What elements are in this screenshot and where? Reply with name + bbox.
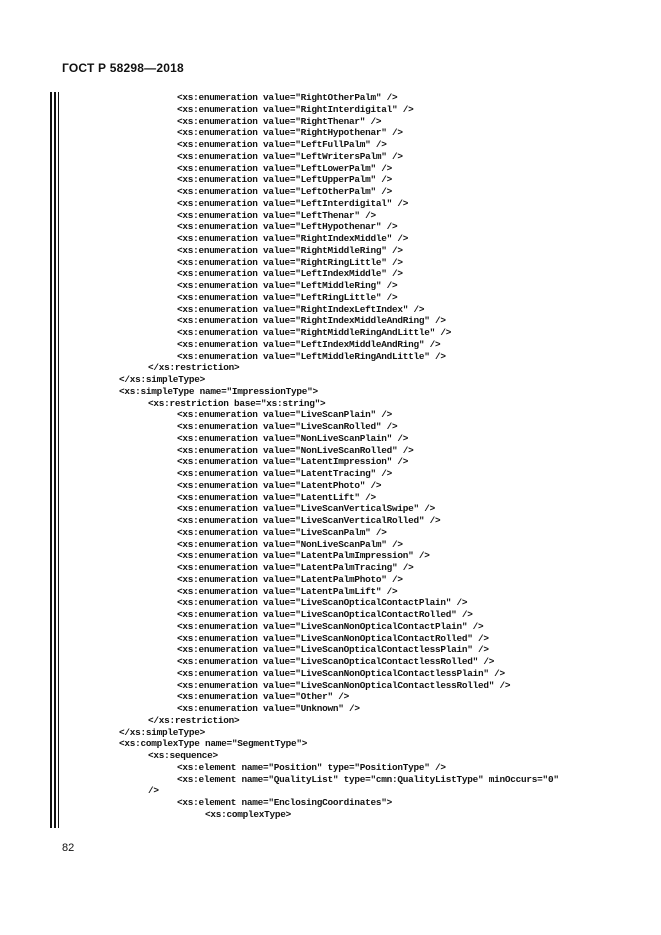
code-line: <xs:enumeration value="LiveScanNonOpticalContactlessPlain" /> bbox=[177, 667, 505, 679]
code-line: <xs:enumeration value="LiveScanVerticalRolled" /> bbox=[177, 515, 441, 526]
code-line: <xs:enumeration value="Unknown" /> bbox=[177, 703, 360, 714]
code-line: <xs:enumeration value="LatentTracing" /> bbox=[177, 468, 393, 479]
code-line: <xs:enumeration value="LeftMiddleRingAndLittle" /> bbox=[177, 350, 446, 362]
code-line: <xs:enumeration value="LiveScanOpticalContactPlain" /> bbox=[177, 597, 468, 609]
code-line: <xs:enumeration value="LiveScanOpticalContactRolled" /> bbox=[177, 609, 473, 620]
code-line: <xs:enumeration value="RightIndexMiddleAndRing" /> bbox=[177, 315, 446, 327]
code-line: <xs:enumeration value="LeftIndexMiddle" /> bbox=[177, 268, 403, 280]
code-line: </xs:restriction> bbox=[148, 714, 240, 726]
code-line: <xs:sequence> bbox=[148, 750, 218, 761]
code-line: <xs:element name="QualityList" type="cmn:QualityListType" minOccurs="0" bbox=[177, 773, 559, 785]
margin-bar bbox=[50, 92, 52, 828]
code-line: <xs:enumeration value="NonLiveScanRolled" /> bbox=[177, 444, 414, 456]
code-line: <xs:enumeration value="LatentImpression" /> bbox=[177, 456, 409, 468]
code-line: <xs:enumeration value="LeftHypothenar" /> bbox=[177, 221, 398, 233]
margin-bar bbox=[54, 92, 56, 828]
code-line: <xs:enumeration value="LiveScanPlain" /> bbox=[177, 409, 393, 421]
code-line: <xs:enumeration value="RightRingLittle" /> bbox=[177, 256, 403, 268]
code-line: <xs:enumeration value="LatentPalmLift" /> bbox=[177, 585, 398, 597]
code-line: <xs:enumeration value="LiveScanRolled" /> bbox=[177, 421, 398, 432]
code-line: </xs:simpleType> bbox=[119, 374, 206, 385]
code-line: </xs:simpleType> bbox=[119, 726, 206, 738]
page-number: 82 bbox=[62, 842, 75, 854]
code-line: <xs:enumeration value="LeftIndexMiddleAndRing" /> bbox=[177, 338, 441, 350]
code-line: <xs:enumeration value="RightInterdigital" /> bbox=[177, 103, 414, 115]
code-line: <xs:enumeration value="LeftWritersPalm" /> bbox=[177, 150, 403, 162]
code-line: <xs:enumeration value="LiveScanVerticalSwipe" /> bbox=[177, 503, 436, 515]
code-line: <xs:enumeration value="LeftLowerPalm" /> bbox=[177, 162, 393, 174]
code-line: <xs:enumeration value="LeftThenar" /> bbox=[177, 209, 376, 221]
code-line: <xs:enumeration value="LeftOtherPalm" /> bbox=[177, 186, 393, 197]
code-line: <xs:restriction base="xs:string"> bbox=[148, 397, 326, 409]
code-line: <xs:enumeration value="RightIndexMiddle" /> bbox=[177, 233, 409, 244]
code-line: <xs:enumeration value="RightMiddleRing" /> bbox=[177, 244, 403, 256]
code-line: <xs:enumeration value="LeftUpperPalm" /> bbox=[177, 174, 393, 186]
code-line: <xs:enumeration value="NonLiveScanPalm" /> bbox=[177, 538, 403, 550]
code-line: </xs:restriction> bbox=[148, 362, 240, 374]
document-header: ГОСТ Р 58298—2018 bbox=[62, 61, 184, 75]
code-line: <xs:enumeration value="RightMiddleRingAndLittle" /> bbox=[177, 327, 452, 338]
code-line: <xs:element name="EnclosingCoordinates"> bbox=[177, 797, 393, 808]
code-line: <xs:enumeration value="LiveScanPalm" /> bbox=[177, 526, 387, 538]
code-line: <xs:enumeration value="LatentLift" /> bbox=[177, 491, 376, 503]
code-line: <xs:enumeration value="LeftRingLittle" /> bbox=[177, 291, 398, 303]
code-line: <xs:enumeration value="RightThenar" /> bbox=[177, 115, 382, 127]
code-line: <xs:enumeration value="LiveScanOpticalContactlessRolled" /> bbox=[177, 656, 495, 667]
margin-bar bbox=[58, 92, 59, 828]
code-line: <xs:enumeration value="LeftInterdigital" /> bbox=[177, 197, 409, 209]
code-line: <xs:enumeration value="LatentPalmPhoto" /> bbox=[177, 573, 403, 585]
code-line: <xs:enumeration value="LatentPalmImpression" /> bbox=[177, 550, 430, 562]
code-line: <xs:enumeration value="LiveScanOpticalContactlessPlain" /> bbox=[177, 644, 489, 656]
code-line: <xs:complexType> bbox=[205, 808, 292, 820]
code-line: /> bbox=[148, 785, 159, 797]
code-line: <xs:element name="Position" type="PositionType" /> bbox=[177, 761, 446, 773]
code-line: <xs:enumeration value="LiveScanNonOpticalContactPlain" /> bbox=[177, 620, 484, 632]
code-line: <xs:enumeration value="RightIndexLeftIndex" /> bbox=[177, 303, 425, 315]
code-line: <xs:enumeration value="LiveScanNonOpticalContactlessRolled" /> bbox=[177, 679, 511, 691]
code-line: <xs:enumeration value="RightOtherPalm" /> bbox=[177, 92, 398, 103]
code-line: <xs:enumeration value="RightHypothenar" /> bbox=[177, 127, 403, 139]
code-line: <xs:complexType name="SegmentType"> bbox=[119, 738, 308, 750]
change-margin-bars bbox=[50, 92, 59, 828]
code-line: <xs:enumeration value="NonLiveScanPlain" /> bbox=[177, 432, 409, 444]
code-line: <xs:enumeration value="LiveScanNonOpticalContactRolled" /> bbox=[177, 632, 489, 644]
code-line: <xs:enumeration value="Other" /> bbox=[177, 691, 350, 703]
code-line: <xs:enumeration value="LeftMiddleRing" /> bbox=[177, 280, 398, 291]
code-line: <xs:enumeration value="LeftFullPalm" /> bbox=[177, 139, 387, 150]
code-line: <xs:enumeration value="LatentPalmTracing" /> bbox=[177, 562, 414, 573]
code-line: <xs:simpleType name="ImpressionType"> bbox=[119, 385, 318, 397]
code-line: <xs:enumeration value="LatentPhoto" /> bbox=[177, 479, 382, 491]
